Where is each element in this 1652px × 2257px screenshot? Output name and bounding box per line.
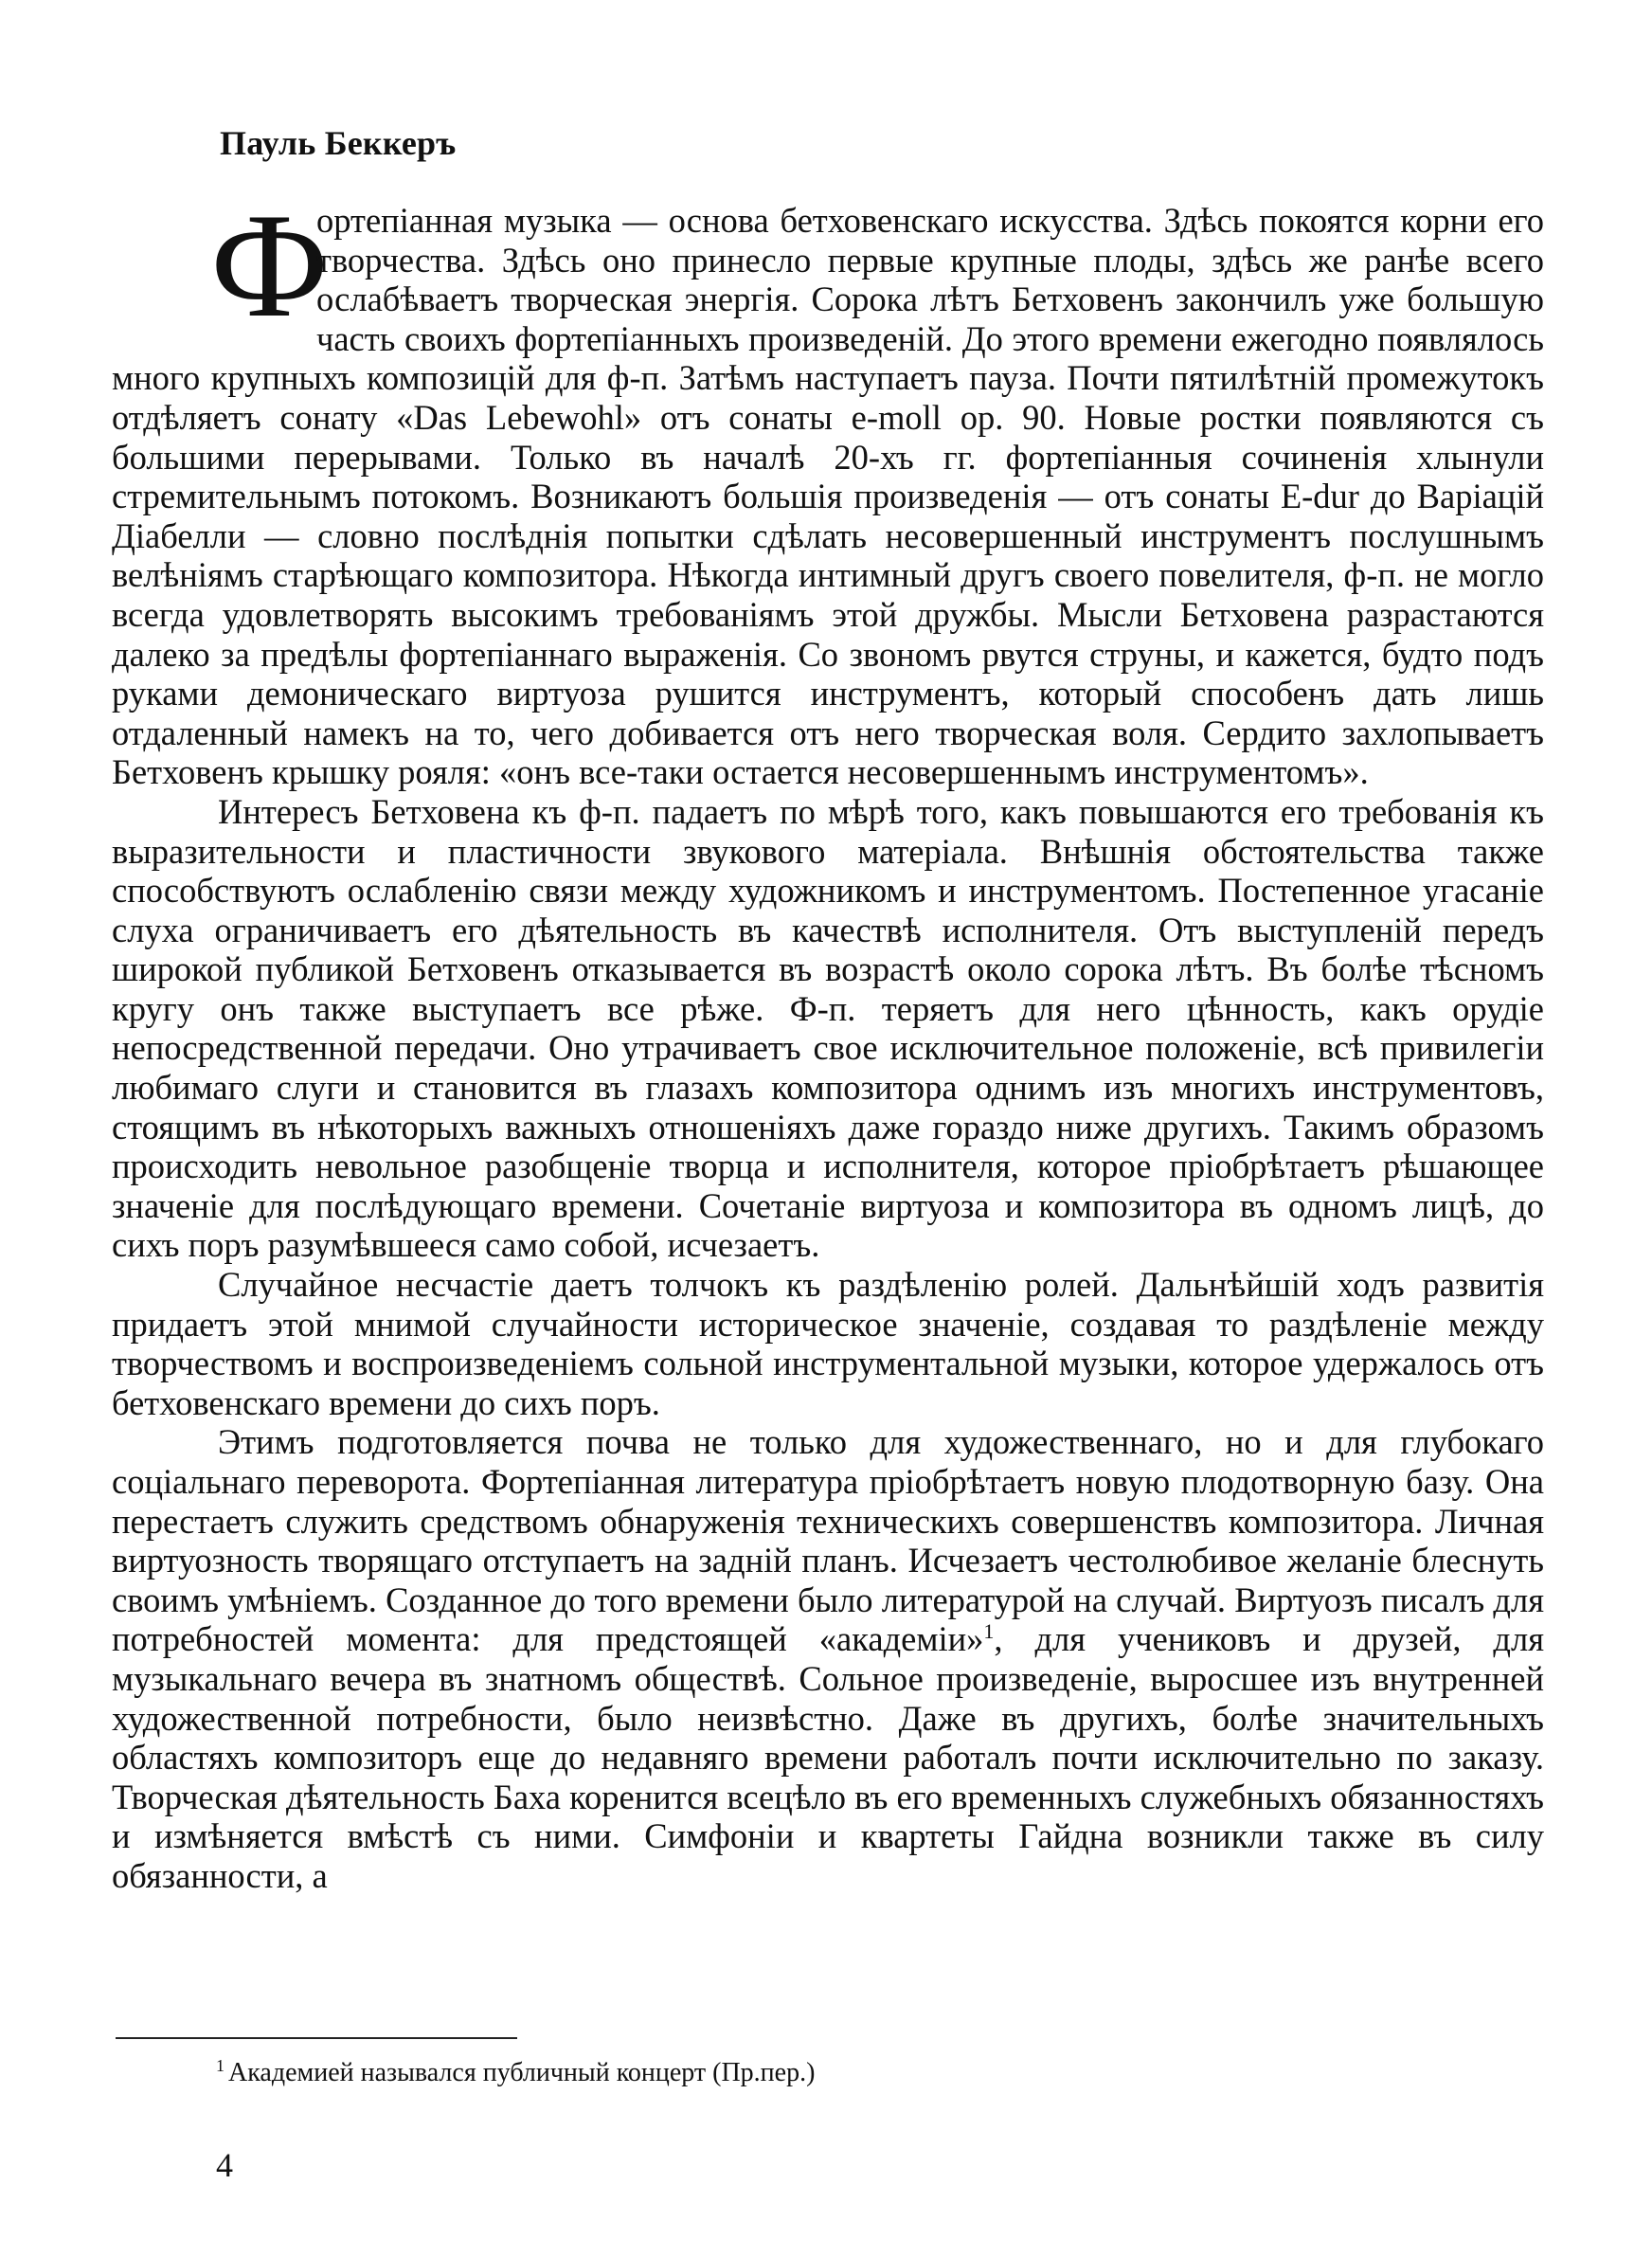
drop-cap: Ф [210,183,329,349]
paragraph-1-text: ортепіанная музыка — основа бетховенскаго искусства. Здѣсь покоятся корни его творчества. Здѣсь оно принесло первые крупные плоды, здѣсь же ранѣе всего ослабѣваетъ творческая энергія. Сорока лѣтъ Бетховенъ закончилъ уже большую часть своихъ фортепіанныхъ произведеній. До этого времени ежегодно появлялось много крупныхъ композицій для ф-п. Затѣмъ наступаетъ пауза. Почти пятилѣтній промежутокъ отдѣляетъ сонату «Das Lebewohl» отъ сонаты e-moll op. 90. Новые ростки появляются съ большими перерывами. Только въ началѣ 20-хъ гг. фортепіанныя сочиненія хлынули стремительнымъ потокомъ. Возникаютъ большія произведенія — отъ сонаты E-dur до Варіацій Діабелли — словно послѣднія попытки сдѣлать несовершенный инструментъ послушнымъ велѣніямъ старѣющаго композитора. Нѣкогда интимный другъ своего повелителя, ф-п. не могло всегда удовлетворять высокимъ требованіямъ этой дружбы. Мысли Бетховена разрастаются далеко за предѣлы фортепіаннаго выраженія. Со звономъ рвутся струны, и кажется, будто подъ руками демоническаго виртуоза рушится инструментъ, который способенъ дать лишь отдаленный намекъ на то, чего добивается отъ него творческая воля. Сердито захлопываетъ Бетховенъ крышку рояля: «онъ все-таки остается несовершеннымъ инструментомъ». [112,201,1544,792]
footnote-mark: 1 [216,2055,224,2075]
paragraph-4-text: Этимъ подготовляется почва не только для художественнаго, но и для глубокаго соціальнаго переворота. Фортепіанная литература пріобрѣтаетъ новую плодотворную базу. Она перестаетъ служить средствомъ обнаруженія техническихъ совершенствъ композитора. Личная виртуозность творящаго отступаетъ на задній планъ. Исчезаетъ честолюбивое желаніе блеснуть своимъ умѣніемъ. Созданное до того времени было литературой на случай. Виртуозъ писалъ для потребностей момента: для предстоящей «академіи» [112,1422,1544,1659]
body-text [112,183,1545,1896]
paragraph-1 [112,183,1544,792]
paragraph-4-continuation: , для учениковъ и друзей, для музыкальнаго вечера въ знатномъ обществѣ. Сольное произведеніе, выросшее изъ внутренней художественной потребности, было неизвѣстно. Даже въ другихъ, болѣе значительныхъ областяхъ композиторъ еще до недавняго времени работалъ почти исключительно по заказу. Творческая дѣятельность Баха коренится всецѣло въ его временныхъ служебныхъ обязанностяхъ и измѣняется вмѣстѣ съ ними. Симфоніи и квартеты Гайдна возникли также въ силу обязанности, а [112,1619,1545,1895]
footnote-text: Академией назывался публичный концерт (Пр.пер.) [228,2058,816,2087]
paragraph-2: Интересъ Бетховена къ ф-п. падаетъ по мѣрѣ того, какъ повышаются его требованія къ выразительности и пластичности звукового матеріала. Внѣшнія обстоятельства также способствуютъ ослабленію связи между художникомъ и инструментомъ. Постепенное угасаніе слуха ограничиваетъ его дѣятельность въ качествѣ исполнителя. Отъ выступленій передъ широкой публикой Бетховенъ отказывается въ возрастѣ около сорока лѣтъ. Въ болѣе тѣсномъ кругу онъ также выступаетъ все рѣже. Ф-п. теряетъ для него цѣнность, какъ орудіе непосредственной передачи. Оно утрачиваетъ свое исключительное положеніе, всѣ привилегіи любимаго слуги и становится въ глазахъ композитора однимъ изъ многихъ инструментовъ, стоящимъ въ нѣкоторыхъ важныхъ отношеніяхъ даже гораздо ниже другихъ. Такимъ образомъ происходить невольное разобщеніе творца и исполнителя, которое пріобрѣтаетъ рѣшающее значеніе для послѣдующаго времени. Сочетаніе виртуоза и композитора въ одномъ лицѣ, до сихъ поръ разумѣвшееся само собой, исчезаетъ. [112,791,1544,1265]
author-heading: Пауль Беккеръ [220,124,457,162]
page-number: 4 [216,2146,233,2184]
paragraph-4 [112,1422,1544,1895]
footnote-divider [116,2037,517,2039]
paragraph-3: Случайное несчастіе даетъ толчокъ къ раздѣленію ролей. Дальнѣйшій ходъ развитія придаетъ этой мнимой случайности историческое значеніе, создавая то раздѣленіе между творчествомъ и воспроизведеніемъ сольной инструментальной музыки, которое удержалось отъ бетховенскаго времени до сихъ поръ. [112,1265,1544,1422]
footnote-reference: 1 [983,1619,995,1644]
footnote [216,2055,816,2088]
